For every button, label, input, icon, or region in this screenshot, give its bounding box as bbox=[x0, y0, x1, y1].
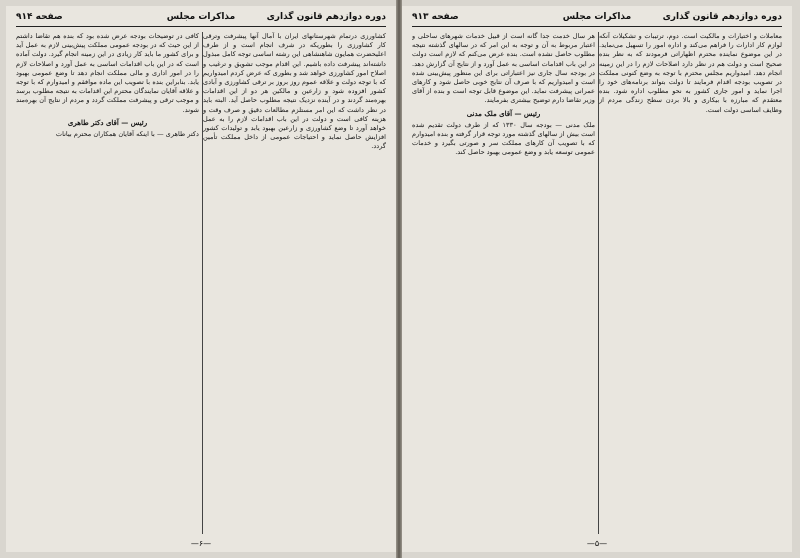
speaker-heading: رئیس — آقای دکتر طاهری bbox=[67, 117, 148, 127]
header-title: مذاکرات مجلس bbox=[562, 12, 632, 22]
text-columns bbox=[412, 32, 782, 534]
column-left bbox=[16, 32, 199, 534]
left-page bbox=[6, 6, 396, 552]
page-footer: —۵— bbox=[586, 539, 608, 548]
column-left bbox=[412, 32, 595, 534]
speaker-text: ملک مدنی — بودجه سال ۱۳۳۰ که از طرف دولت تقدیم شده است بیش از سالهای گذشته مورد توجه قرار گرفته و بنده امیدوارم که با تصویب آن کارهای مملکت سر و صورتی بگیرد و خدمات عمومی توسعه یابد و وضع عمومی بهبود حاصل کند. bbox=[412, 120, 595, 157]
page-header bbox=[412, 12, 782, 27]
column-text: هر سال خدمت جدا گانه است از قبیل خدمات شهرهای ساحلی و اعتبار مربوط به آن و توجه به این امر که در سالهای گذشته نتیجه مطلوب حاصل نشده است. بنده عرض می‌کنم که لازم است دولت در این باب اقدامات اساسی به عمل آورد و از نتایج آن گزارش دهد. در بودجه سال جاری نیز اعتباراتی برای این منظور پیش‌بینی شده است و امیدواریم که با صرف آن نتایج خوبی حاصل شود و کارهای عمرانی پیشرفت نماید. این موضوع قابل توجه است و بنده از آقای وزیر تقاضا دارم توضیح بیشتری بفرمایند. bbox=[412, 32, 595, 105]
column-text: کشاورزی درتمام شهرستانهای ایران با آمال آنها پیشرفت وترقی کار کشاورزی را بطوریکه در شرف انجام است و از طرف اعلیحضرت همایون شاهنشاهی این رشته اساسی توجه کامل مبذول داشته‌اند پیشرفت داده باشیم. این اقدام موجب تشویق و ترغیب و اصلاح امور کشاورزی خواهد شد و بطوری که عرض کردم امیدواریم که با توجه دولت و علاقه عموم روز بروز بر ترقی کشاورزی و آبادی کشور افزوده شود و زارعین و مالکین هر دو از این اقدامات بهره‌مند گردند و در آینده نزدیک نتیجه مطلوب حاصل آید. البته باید در نظر داشت که این امر مستلزم مطالعات دقیق و صرف وقت و هزینه کافی است و دولت در این باب اقدامات لازم را به عمل خواهد آورد تا وضع کشاورزی و زارعین بهبود یابد و تولیدات کشور افزایش حاصل نماید و احتیاجات عمومی از داخل مملکت تأمین گردد. bbox=[203, 32, 386, 151]
column-right bbox=[203, 32, 386, 534]
page-footer: —۶— bbox=[190, 539, 212, 548]
header-page-number: صفحه ۹۱۴ bbox=[16, 12, 63, 22]
column-text: معاملات و اختیارات و مالکیت است. دوم، ترتیبات و تشکیلات آنکه لوازم کار ادارات را فراهم می‌کند و اداره امور را تسهیل می‌نماید. در این موضوع نماینده محترم اظهاراتی فرمودند که به نظر بنده صحیح است و دولت هم در نظر دارد اصلاحات لازم را در این زمینه انجام دهد. امیدواریم مجلس محترم با توجه به وضع کنونی مملکت در تصویب بودجه اقدام فرمایند تا دولت بتواند برنامه‌های خود را اجرا نماید و امور جاری کشور به نحو مطلوب اداره شود. بنده معتقدم که مبارزه با بیکاری و بالا بردن سطح زندگی مردم از وظایف اساسی دولت است. bbox=[599, 32, 782, 114]
column-divider bbox=[202, 32, 203, 534]
page-header bbox=[16, 12, 386, 27]
speaker-heading: رئیس — آقای ملک مدنی bbox=[466, 108, 541, 118]
header-session: دوره دوازدهم قانون گذاری bbox=[662, 12, 782, 22]
text-columns bbox=[16, 32, 386, 534]
column-divider bbox=[598, 32, 599, 534]
header-page-number: صفحه ۹۱۳ bbox=[412, 12, 459, 22]
column-text: کافی در توضیحات بودجه عرض شده بود که بنده هم تقاضا داشتم از این حیث که در بودجه عمومی مملکت پیش‌بینی لازم به عمل آید و برای کشور ما باید کار زیادی در این زمینه انجام گیرد. دولت آماده است که در این باب اقدامات اساسی به عمل آورد و اصلاحات لازم را در امور اداری و مالی مملکت انجام دهد تا وضع عمومی بهبود یابد. بنابراین بنده با تصویب این ماده موافقم و امیدوارم که با توجه و علاقه آقایان نمایندگان محترم این اقدامات به نتیجه مطلوب برسد و موجب ترقی و پیشرفت مملکت گردد و مردم از نتایج آن بهره‌مند شوند. bbox=[16, 32, 199, 114]
speaker-line: دکتر طاهری — با اینکه آقایان همکاران محترم بیانات bbox=[55, 130, 199, 139]
header-session: دوره دوازدهم قانون گذاری bbox=[266, 12, 386, 22]
column-right bbox=[599, 32, 782, 534]
header-title: مذاکرات مجلس bbox=[166, 12, 236, 22]
right-page bbox=[402, 6, 792, 552]
